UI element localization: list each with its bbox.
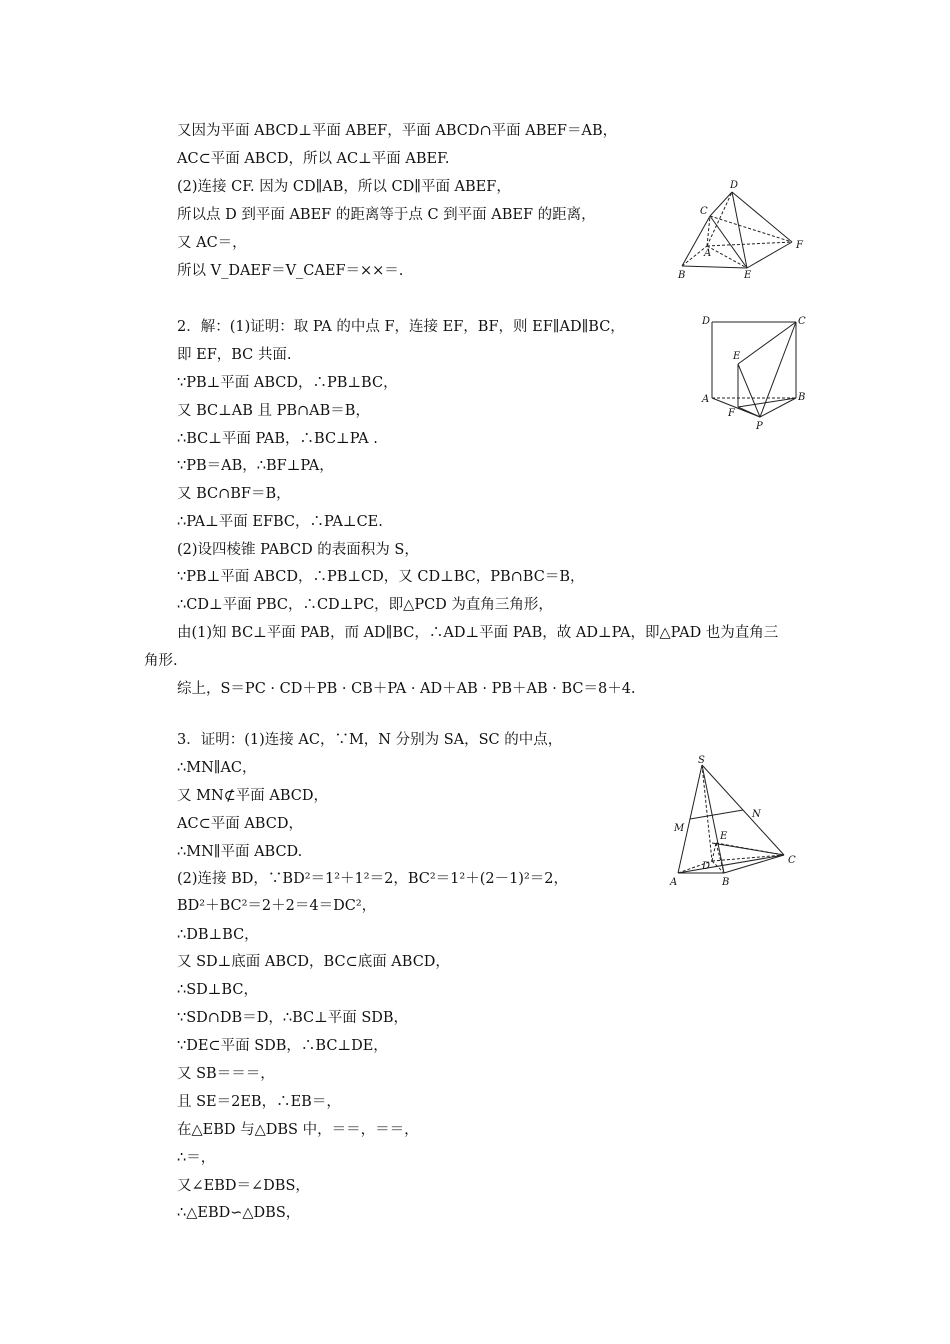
part3-line-16: ∴＝， (177, 1150, 216, 1166)
part3-line-9: 又 SD⊥底面 ABCD，BC⊂底面 ABCD， (177, 954, 450, 970)
fig3-label-d: D (702, 861, 711, 872)
part3-line-5: ∴MN∥平面 ABCD. (177, 844, 303, 860)
part3-line-18: ∴△EBD∽△DBS， (177, 1205, 301, 1221)
part3-line-12: ∵DE⊂平面 SDB，∴BC⊥DE， (177, 1038, 388, 1054)
fig3-label-b: B (722, 877, 730, 888)
part1-line-4: 所以点 D 到平面 ABEF 的距离等于点 C 到平面 ABEF 的距离， (177, 207, 596, 223)
part2-line-5: ∴BC⊥平面 PAB，∴BC⊥PA . (177, 431, 378, 447)
figure-1-geometry (672, 176, 812, 286)
part3-line-11: ∵SD∩DB＝D，∴BC⊥平面 SDB， (177, 1010, 409, 1026)
fig1-label-d: D (730, 180, 739, 191)
fig3-label-s: S (698, 755, 705, 766)
part3-line-8: ∴DB⊥BC， (177, 927, 259, 943)
part3-line-10: ∴SD⊥BC， (177, 982, 258, 998)
fig3-label-e: E (720, 831, 728, 842)
part1-line-3: (2)连接 CF. 因为 CD∥AB，所以 CD∥平面 ABEF， (177, 179, 511, 195)
part2-line-2: 即 EF，BC 共面. (177, 347, 292, 363)
fig2-label-a: A (702, 394, 710, 405)
part2-line-10: ∵PB⊥平面 ABCD，∴PB⊥CD，又 CD⊥BC，PB∩BC＝B， (177, 569, 585, 585)
part3-line-15: 在△EBD 与△DBS 中，＝＝，＝＝， (177, 1122, 419, 1138)
fig1-label-c: C (700, 206, 708, 217)
fig2-label-e: E (733, 351, 741, 362)
part3-line-14: 且 SE＝2EB，∴EB＝， (177, 1094, 341, 1110)
fig2-label-d: D (702, 316, 711, 327)
part3-line-4: AC⊂平面 ABCD， (177, 816, 303, 832)
fig1-label-b: B (678, 270, 686, 281)
part3-line-13: 又 SB＝＝＝， (177, 1066, 275, 1082)
fig3-label-a: A (670, 877, 678, 888)
fig2-label-p: P (756, 421, 763, 432)
part2-line-11: ∴CD⊥平面 PBC，∴CD⊥PC，即△PCD 为直角三角形， (177, 597, 553, 613)
fig3-label-c: C (788, 855, 796, 866)
part2-line-7: 又 BC∩BF＝B， (177, 486, 291, 502)
fig2-label-b: B (798, 392, 806, 403)
fig2-label-c: C (798, 316, 806, 327)
part1-line-2: AC⊂平面 ABCD，所以 AC⊥平面 ABEF. (177, 151, 450, 167)
part2-line-6: ∵PB＝AB，∴BF⊥PA， (177, 458, 334, 474)
part3-line-17: 又∠EBD＝∠DBS， (177, 1178, 310, 1194)
part2-line-14: 综上，S＝PC · CD＋PB · CB＋PA · AD＋AB · PB＋AB · BC＝8＋4. (177, 681, 636, 697)
part2-line-4: 又 BC⊥AB 且 PB∩AB＝B， (177, 403, 370, 419)
part3-line-2: ∴MN∥AC， (177, 760, 257, 776)
part2-line-1: 2．解：(1)证明：取 PA 的中点 F，连接 EF，BF，则 EF∥AD∥BC， (177, 319, 625, 335)
fig3-label-m: M (674, 823, 685, 834)
figure-2-geometry (698, 312, 813, 432)
fig3-label-n: N (752, 809, 761, 820)
part2-line-9: (2)设四棱锥 PABCD 的表面积为 S， (177, 542, 419, 558)
part2-line-12: 由(1)知 BC⊥平面 PAB，而 AD∥BC，∴AD⊥平面 PAB，故 AD⊥PA，即△PAD 也为直角三 (177, 625, 779, 641)
part2-line-8: ∴PA⊥平面 EFBC，∴PA⊥CE. (177, 514, 383, 530)
part1-line-6: 所以 V_DAEF＝V_CAEF＝××＝. (177, 263, 404, 279)
part1-line-5: 又 AC＝， (177, 235, 247, 251)
part3-line-6: (2)连接 BD，∵BD²＝1²＋1²＝2，BC²＝1²＋(2－1)²＝2， (177, 871, 568, 887)
figure-3-geometry (666, 755, 806, 890)
part3-line-7: BD²＋BC²＝2＋2＝4＝DC²， (177, 898, 377, 914)
fig1-label-f: F (796, 240, 803, 251)
fig2-label-f: F (728, 408, 735, 419)
fig1-label-e: E (744, 270, 752, 281)
part2-line-3: ∵PB⊥平面 ABCD，∴PB⊥BC， (177, 375, 398, 391)
fig1-label-a: A (704, 248, 712, 259)
part3-line-1: 3．证明：(1)连接 AC，∵M，N 分别为 SA，SC 的中点， (177, 732, 563, 748)
part3-line-3: 又 MN⊄平面 ABCD， (177, 788, 329, 804)
part2-line-13: 角形. (144, 653, 178, 669)
part1-line-1: 又因为平面 ABCD⊥平面 ABEF，平面 ABCD∩平面 ABEF＝AB， (177, 123, 618, 139)
